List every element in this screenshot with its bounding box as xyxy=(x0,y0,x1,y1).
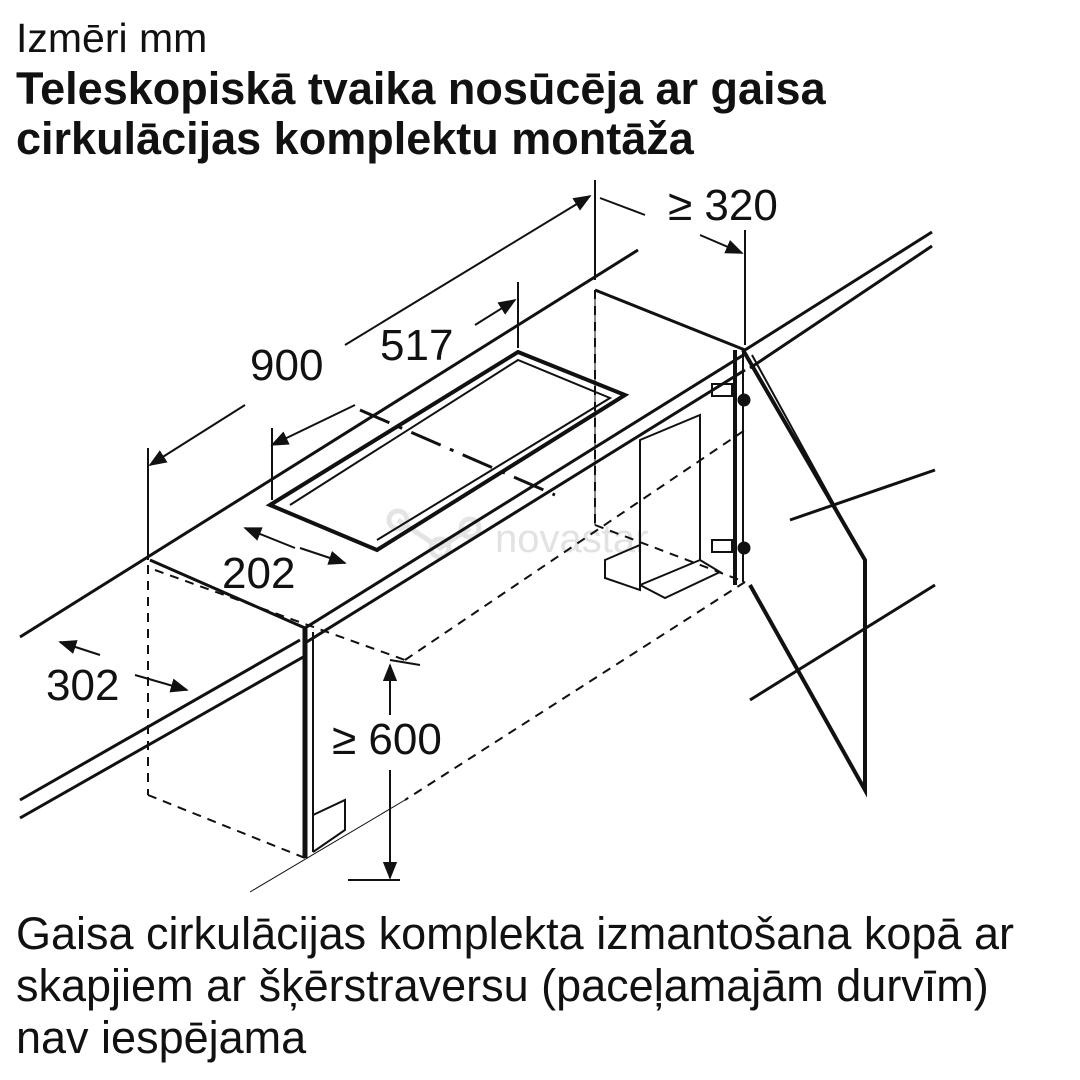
footer-note: Gaisa cirkulācijas komplekta izmantošana kopā ar skapjiem ar šķērstraversu (paceļamajām durvīm) nav iespējama xyxy=(16,908,1014,1063)
dim-label-cutout-width: 202 xyxy=(222,549,296,598)
dim-label-cutout-length: 517 xyxy=(380,321,454,370)
watermark-text: novastar xyxy=(495,517,649,561)
dim-label-front-offset: 302 xyxy=(46,661,120,710)
dim-label-cabinet-height: ≥ 600 xyxy=(332,715,442,764)
page-title: Teleskopiskā tvaika nosūcēja ar gaisa cirkulācijas komplektu montāža xyxy=(16,63,826,164)
units-subtitle: Izmēri mm xyxy=(16,15,208,61)
dim-label-depth: ≥ 320 xyxy=(668,181,778,230)
dim-label-total-width: 900 xyxy=(250,341,324,390)
